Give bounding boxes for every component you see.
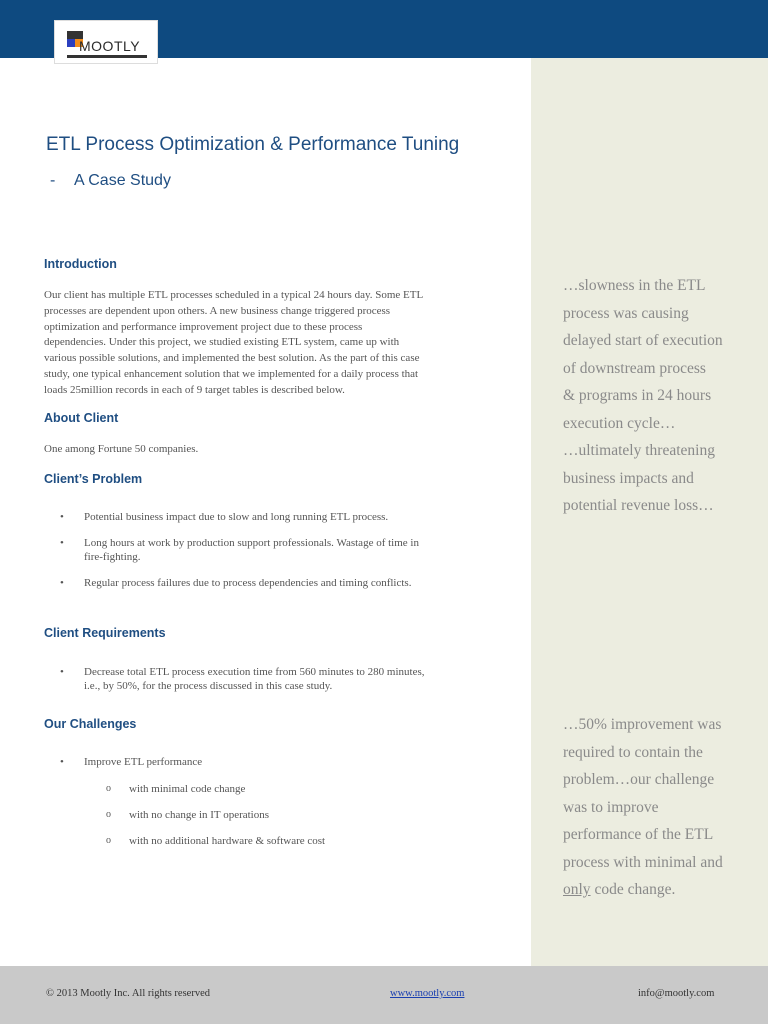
pull-quote-improvement: [563, 711, 753, 904]
quote-line: process was causing: [563, 304, 689, 322]
clients-problem-list: [60, 510, 490, 590]
footer-email[interactable]: info@mootly.com: [638, 988, 715, 999]
quote-line: …ultimately threatening: [563, 442, 715, 459]
introduction-line: various possible solutions, and implemented the best solution. As the part of this case: [44, 352, 420, 365]
document-subtitle: [50, 172, 171, 190]
quote-line: …slowness in the ETL: [563, 277, 706, 294]
introduction-line: dependencies. Under this project, we studied existing ETL system, came up with: [44, 336, 400, 349]
document-title: ETL Process Optimization & Performance Tuning: [46, 134, 460, 155]
client-requirements-list: [60, 665, 490, 693]
pull-quote-slowness: [563, 272, 753, 520]
sub-bullet-icon: o: [106, 835, 111, 846]
clients-problem-heading: Client’s Problem: [44, 472, 143, 486]
list-item: • Regular process failures due to process dependencies and timing conflicts.: [60, 577, 412, 589]
logo-tagline-strip: [67, 55, 147, 58]
quote-line: delayed start of execution: [563, 332, 723, 349]
quote-line: of downstream process: [563, 359, 706, 377]
footer-bar: [0, 966, 768, 1024]
introduction-paragraph: [44, 288, 496, 399]
our-challenges-sublist: [106, 782, 486, 848]
quote-line: business impacts and: [563, 469, 694, 487]
about-client-heading: About Client: [44, 411, 119, 425]
quote-line: process with minimal and: [563, 853, 723, 871]
bullet-icon: •: [60, 577, 64, 589]
logo-text: MOOTLY: [79, 38, 141, 54]
introduction-line: loads 25million records in each of 9 target tables is described below.: [44, 383, 345, 396]
quote-emphasis: only: [563, 881, 591, 898]
quote-line: was to improve: [563, 798, 659, 816]
introduction-heading: Introduction: [44, 257, 117, 271]
quote-line: performance of the ETL: [563, 826, 714, 843]
company-logo[interactable]: [54, 20, 158, 64]
quote-line: only code change.: [563, 881, 676, 898]
sub-list-item: o with no additional hardware & software cost: [106, 835, 326, 847]
bullet-icon: •: [60, 511, 64, 523]
list-item: • Improve ETL performance: [60, 756, 203, 768]
list-item: • Potential business impact due to slow and long running ETL process.: [60, 511, 389, 523]
quote-line: & programs in 24 hours: [563, 387, 712, 404]
subtitle-text: A Case Study: [74, 172, 171, 189]
footer-website-link[interactable]: www.mootly.com: [390, 988, 465, 999]
quote-line: potential revenue loss…: [563, 497, 714, 514]
our-challenges-heading: Our Challenges: [44, 717, 137, 731]
sub-bullet-icon: o: [106, 809, 111, 820]
list-item: • Decrease total ETL process execution time from 560 minutes to 280 minutes, i.e., by 50%, for the process discussed in this case study.: [60, 666, 425, 692]
bullet-icon: •: [60, 756, 64, 768]
introduction-line: study, one typical enhancement solution that we implemented for a daily process that: [44, 367, 419, 380]
footer-copyright: © 2013 Mootly Inc. All rights reserved: [46, 988, 210, 999]
quote-line: execution cycle…: [563, 414, 676, 432]
our-challenges-list: [60, 755, 490, 769]
sub-list-item: o with minimal code change: [106, 783, 246, 795]
subtitle-dash: -: [50, 172, 56, 189]
quote-line: required to contain the: [563, 743, 703, 761]
quote-line: problem…our challenge: [563, 771, 715, 788]
bullet-icon: •: [60, 537, 64, 549]
quote-line: …50% improvement was: [563, 716, 722, 733]
sub-bullet-icon: o: [106, 783, 111, 794]
introduction-line: optimization and performance improvement project due to these process: [44, 320, 363, 333]
sub-list-item: o with no change in IT operations: [106, 809, 270, 821]
about-client-text: One among Fortune 50 companies.: [44, 443, 199, 455]
bullet-icon: •: [60, 666, 64, 678]
introduction-line: Our client has multiple ETL processes scheduled in a typical 24 hours day. Some ETL: [44, 289, 424, 301]
client-requirements-heading: Client Requirements: [44, 626, 166, 640]
introduction-line: processes are dependent upon others. A new business change triggered process: [44, 304, 391, 317]
list-item: • Long hours at work by production support professionals. Wastage of time in fire-fighting.: [60, 537, 419, 563]
